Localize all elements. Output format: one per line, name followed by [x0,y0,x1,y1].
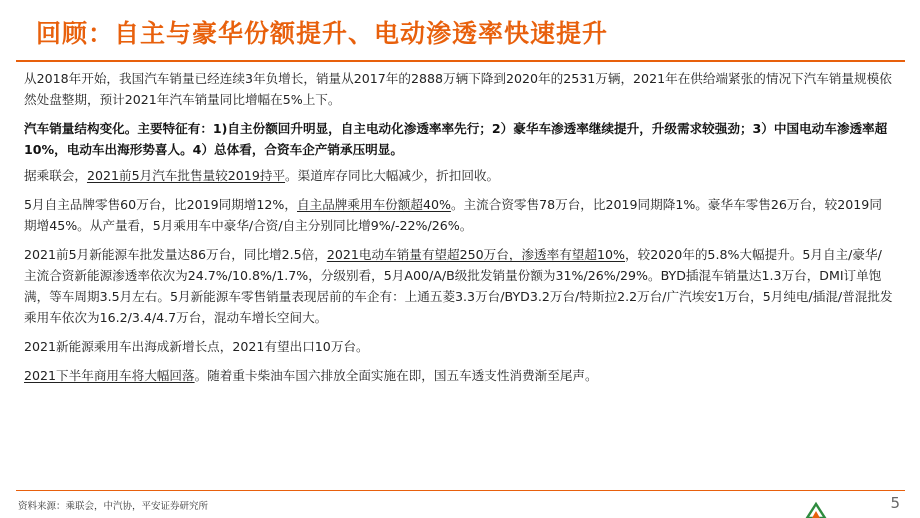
text-segment: ，较2020年的5.8%大幅提升。5月自主/豪华/主流合资新能源渗透率依次为24.7%/10.8%/1.7%，分级别看，5月A00/A/B级批发销量份额为31%/26%/29%。BYD插混车销量达1.3万台，DMI订单饱满，等车周期3.5月左右。5月新能源车零售销量表现居前的车企有：上通五菱3.3万台/BYD3.2万台/特斯拉2.2万台/广汽埃安1万台，5月纯电/插混/普混批发乘用车依次为16.2/3.4/4.7万台，混动车增长空间大。 [24,247,893,325]
title-divider [16,60,905,62]
footer-divider [16,490,905,491]
content-body [24,68,894,386]
underlined-highlight: 自主品牌乘用车份额超40% [297,197,451,212]
underlined-highlight: 2021电动车销量有望超250万台，渗透率有望超10% [326,247,625,262]
underlined-highlight: 2021前5月汽车批售量较2019持平 [86,168,286,183]
text-segment: 。随着重卡柴油车国六排放全面实施在即，国五车透支性消费渐至尾声。 [194,368,598,383]
text-segment: 。主流合资零售78万台，比2019同期降1%。豪华车零售26万台，较2019同期增45%。从产量看，5月乘用车中豪华/合资/自主分别同比增9%/-22%/26%。 [24,197,882,233]
underlined-highlight: 2021下半年商用车将大幅回落 [24,368,195,383]
paragraph-cpca-wholesale [24,165,894,186]
text-segment: 5月自主品牌零售60万台，比2019同期增12%， [24,197,297,212]
paragraph-sales-trend: 从2018年开始，我国汽车销量已经连续3年负增长，销量从2017年的2888万辆下降到2020年的2531万辆，2021年在供给端紧张的情况下汽车销量规模依然处盘整期，预计2021年汽车销量同比增幅在5%上下。 [24,71,892,107]
source-note: 资料来源：乘联会，中汽协，平安证券研究所 [18,501,209,512]
page-number: 5 [890,494,900,512]
text-segment: 。渠道库存同比大幅减少，折扣回收。 [285,168,500,183]
paragraph-nev-sales [24,244,894,328]
page-title: 回顾：自主与豪华份额提升、电动渗透率快速提升 [36,19,609,48]
paragraph-commercial-vehicle [24,365,894,386]
paragraph-structure-change: 汽车销量结构变化。主要特征有：1)自主份额回升明显，自主电动化渗透率率先行；2）豪华车渗透率继续提升，升级需求较强劲；3）中国电动车渗透率超10%，电动车出海形势喜人。4）总体看，合资车企产销承压明显。 [24,121,888,157]
pingan-logo-icon [805,500,827,518]
paragraph-nev-export: 2021新能源乘用车出海成新增长点，2021有望出口10万台。 [24,339,369,354]
text-segment: 据乘联会， [24,168,87,183]
text-segment: 2021前5月新能源车批发量达86万台，同比增2.5倍， [24,247,327,262]
paragraph-brand-retail [24,194,894,236]
